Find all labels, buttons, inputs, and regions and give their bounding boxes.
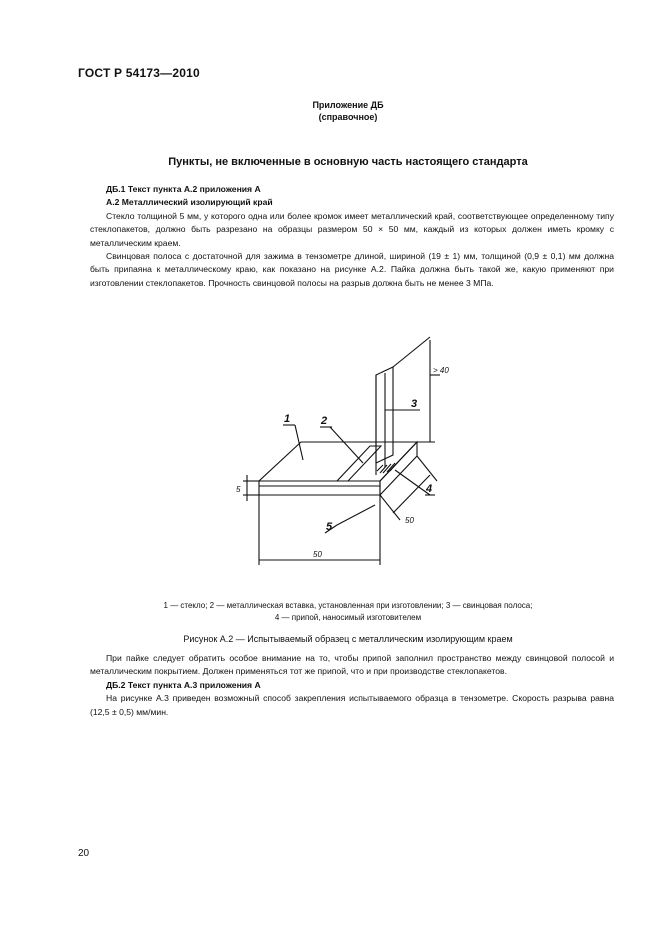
label-5: 5 [326,521,333,533]
label-3: 3 [411,398,418,410]
db1-paragraph-1: Стекло толщиной 5 мм, у которого одна или более кромок имеет металлический край, соответствующее определенному типу стеклопакетов, должно быть разрезано на образцы размером 50 × 50 мм, каждый из которых должен иметь кромку с металлическим краем. [90,210,614,248]
page-number: 20 [78,848,90,859]
db1-heading: ДБ.1 Текст пункта А.2 приложения А [106,184,261,194]
dim-50-side: 50 [405,516,414,525]
db2-paragraph-1: На рисунке А.3 приведен возможный способ закрепления испытываемого образца в тензометре. Скорость разрыва равна (12,5 ± 0,5) мм/мин. [90,693,614,717]
document-code: ГОСТ Р 54173—2010 [78,66,200,80]
glass-plate-front [259,481,380,495]
appendix-heading [78,99,618,123]
section-after-figure [90,652,614,719]
dim-gt40: > 40 [433,366,449,375]
figure-caption: Рисунок А.2 — Испытываемый образец с металлическим изолирующим краем [183,634,513,644]
legend-line-2: 4 — припой, наносимый изготовителем [274,613,422,622]
a2-heading: А.2 Металлический изолирующий край [106,197,273,208]
solder-hatch [377,462,398,473]
label-4: 4 [426,483,433,495]
appendix-note: (справочное) [318,112,378,122]
figure-legend [78,600,618,624]
figure-a2-drawing [225,315,485,590]
dim-5: 5 [236,485,241,494]
paragraph-3: При пайке следует обратить особое внимание на то, чтобы припой заполнил пространство между свинцовой полосой и металлическим покрытием. Должен применяться тот же припой, что и при производстве стеклопакетов. [90,653,614,677]
section-db1 [90,183,614,290]
metal-insert [337,446,381,481]
db1-paragraph-2: Свинцовая полоса с достаточной для зажима в тензометре длиной, шириной (19 ± 1) мм, толщиной (0,9 ± 0,1) мм должна быть припаяна к металлическому краю, как показано на рисунке А.2. Пайка должна быть такой же, какую применяют при изготовлении стеклопакетов. Прочность свинцовой полосы на разрыв должна быть не менее 3 МПа. [90,251,614,288]
label-1: 1 [284,413,291,425]
legend-line-1: 1 — стекло; 2 — металлическая вставка, установленная при изготовлении; 3 — свинцовая полоса; [163,601,533,610]
appendix-title: Приложение ДБ [312,100,384,110]
db2-heading: ДБ.2 Текст пункта А.3 приложения А [106,679,261,690]
dim-50-bottom: 50 [313,550,322,559]
section-title: Пункты, не включенные в основную часть настоящего стандарта [168,156,528,168]
label-2: 2 [321,415,328,427]
